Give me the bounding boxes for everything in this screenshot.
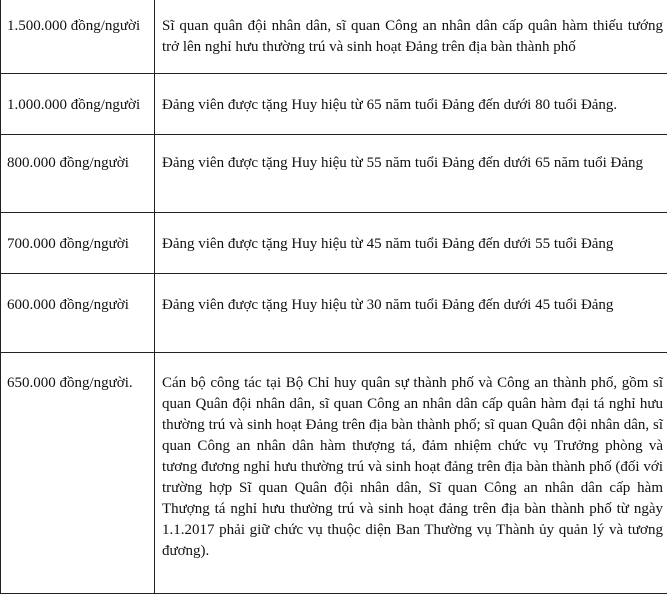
- amount-text: 700.000 đồng/người: [7, 213, 154, 255]
- table-row: [1, 135, 667, 213]
- amount-text: 650.000 đồng/người.: [7, 353, 154, 394]
- amount-text: 800.000 đồng/người: [7, 135, 154, 174]
- description-cell: [155, 74, 667, 135]
- description-text: Cán bộ công tác tại Bộ Chỉ huy quân sự thành phố và Công an thành phố, gồm sĩ quan Quân đội nhân dân, sĩ quan Công an nhân dân cấp quân hàm đại tá nghỉ hưu thường trú và sinh hoạt Đảng trên địa bàn thành phố; sĩ quan Quân đội nhân dân, sĩ quan Công an nhân dân hàm thượng tá, đảm nhiệm chức vụ Trưởng phòng và tương đương nghỉ hưu thường trú và sinh hoạt đảng trên địa bàn thành phố (đối với trường hợp Sĩ quan Quân đội nhân dân, Sĩ quan Công an nhân dân cấp hàm Thượng tá nghỉ hưu thường trú và sinh hoạt đảng trên địa bàn thành phố từ ngày 1.1.2017 phải giữ chức vụ thuộc diện Ban Thường vụ Thành ủy quản lý và tương đương).: [162, 353, 663, 562]
- amount-text: 1.000.000 đồng/người: [7, 74, 154, 116]
- description-cell: [155, 353, 667, 594]
- amount-cell: [1, 353, 155, 594]
- amount-text: 600.000 đồng/người: [7, 274, 154, 316]
- table-row: [1, 0, 667, 74]
- description-text: Đảng viên được tặng Huy hiệu từ 45 năm tuổi Đảng đến dưới 55 tuổi Đảng: [162, 213, 663, 255]
- description-cell: [155, 213, 667, 274]
- amount-cell: [1, 0, 155, 74]
- description-text: Đảng viên được tặng Huy hiệu từ 30 năm tuổi Đảng đến dưới 45 tuổi Đảng: [162, 274, 663, 316]
- description-cell: [155, 135, 667, 213]
- description-cell: [155, 0, 667, 74]
- amount-cell: [1, 213, 155, 274]
- table-row: [1, 274, 667, 353]
- table-row: [1, 353, 667, 594]
- amount-text: 1.500.000 đồng/người: [7, 0, 154, 37]
- amount-cell: [1, 74, 155, 135]
- amount-cell: [1, 274, 155, 353]
- description-text: Đảng viên được tặng Huy hiệu từ 65 năm tuổi Đảng đến dưới 80 tuổi Đảng.: [162, 74, 663, 116]
- description-cell: [155, 274, 667, 353]
- table-row: [1, 74, 667, 135]
- description-text: Đảng viên được tặng Huy hiệu từ 55 năm tuổi Đảng đến dưới 65 năm tuổi Đảng: [162, 135, 663, 174]
- description-text: Sĩ quan quân đội nhân dân, sĩ quan Công an nhân dân cấp quân hàm thiếu tướng trở lên nghỉ hưu thường trú và sinh hoạt Đảng trên địa bàn thành phố: [162, 0, 663, 58]
- table-row: [1, 213, 667, 274]
- amount-cell: [1, 135, 155, 213]
